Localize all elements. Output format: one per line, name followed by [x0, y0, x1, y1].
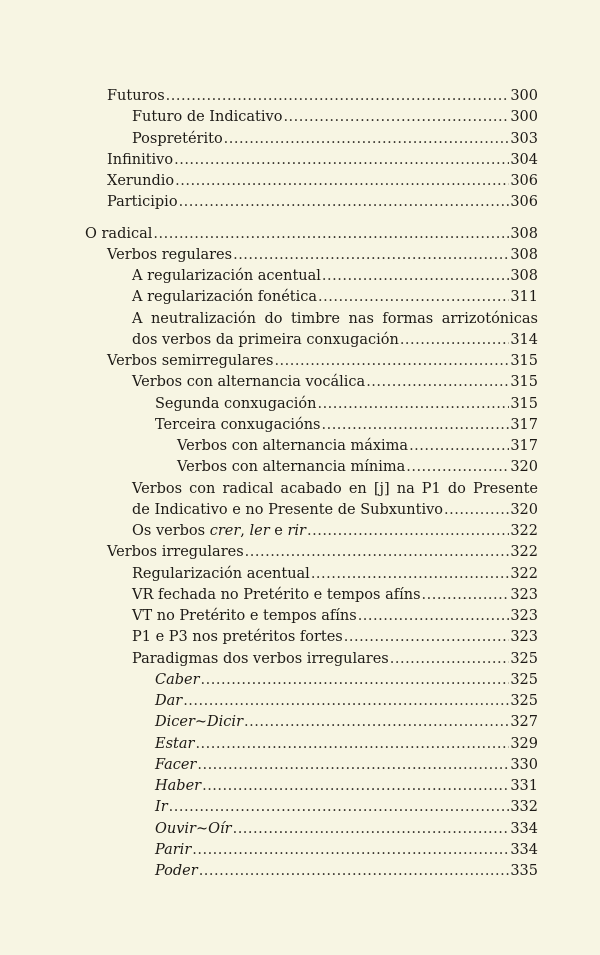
- toc-entry: [0, 734, 600, 755]
- toc-entry-title: Verbos con alternancia mínima: [177, 459, 406, 476]
- dot-leader: [322, 266, 509, 287]
- toc-entry: [0, 415, 600, 436]
- toc-entry-title-part: ,: [240, 523, 250, 539]
- dot-leader: [409, 436, 509, 457]
- toc-entry: [0, 585, 600, 606]
- toc-entry-title: VR fechada no Pretérito e tempos afíns: [132, 586, 421, 603]
- page-number: 323: [510, 629, 538, 646]
- dot-leader: [175, 171, 509, 192]
- dot-leader: [179, 192, 510, 213]
- dot-leader: [174, 150, 509, 171]
- toc-entry: [0, 86, 600, 107]
- page-number: 306: [510, 173, 538, 189]
- toc-entry-title: Dar: [155, 693, 183, 709]
- page-number: 308: [510, 268, 538, 284]
- toc-entry: [0, 649, 600, 670]
- dot-leader: [233, 819, 510, 840]
- toc-entry: [0, 840, 600, 861]
- toc-entry: [0, 224, 600, 245]
- page-number: 308: [510, 246, 538, 263]
- toc-entry-title-part: ler: [249, 523, 270, 539]
- toc-entry-title: Pospretérito: [132, 130, 223, 147]
- dot-leader: [406, 457, 509, 478]
- toc-entry: [0, 171, 600, 192]
- toc-entry-title: Verbos con alternancia vocálica: [132, 374, 366, 391]
- toc-entry-title: Xerundio: [107, 173, 175, 189]
- toc-entry-title: VT no Pretérito e tempos afíns: [132, 608, 357, 624]
- page-number: 325: [510, 671, 538, 688]
- dot-leader: [390, 649, 510, 670]
- toc-entry-title-part: rir: [287, 523, 306, 539]
- page-number: 306: [510, 194, 538, 211]
- toc-entry-title: Segunda conxugación: [155, 395, 317, 412]
- toc-entry: [0, 627, 600, 648]
- page-number: 320: [510, 501, 538, 518]
- toc-entry-title: Ouvir~Oír: [155, 820, 232, 837]
- dot-leader: [283, 107, 509, 128]
- toc-entry-title: Parir: [155, 841, 192, 858]
- page-number: 323: [510, 608, 538, 624]
- toc-entry-title: O radical: [85, 225, 153, 242]
- dot-leader: [244, 712, 509, 733]
- dot-leader: [197, 755, 509, 776]
- toc-entry-title: Futuro de Indicativo: [132, 109, 283, 126]
- toc-entry: [0, 372, 600, 393]
- page-number: 322: [510, 544, 538, 561]
- toc-entry: [0, 670, 600, 691]
- page-number: 314: [510, 331, 538, 348]
- toc-entry-title: Caber: [155, 671, 200, 688]
- toc-entry-title: Verbos semirregulares: [107, 353, 274, 369]
- dot-leader: [153, 224, 509, 245]
- dot-leader: [358, 606, 510, 627]
- toc-entry: [0, 776, 600, 797]
- toc-entry-title: Terceira conxugacións: [155, 416, 321, 433]
- toc-entry: [0, 245, 600, 266]
- dot-leader: [199, 861, 510, 882]
- toc-entry-title: Ir: [155, 799, 168, 816]
- toc-entry-title-part: e: [269, 523, 288, 539]
- toc-entry: [0, 542, 600, 563]
- page-number: 315: [510, 353, 538, 369]
- page-number: 334: [510, 820, 538, 837]
- toc-entry-title: Infinitivo: [107, 151, 174, 168]
- toc-entry-title: P1 e P3 nos pretéritos fortes: [132, 629, 343, 646]
- page-number: 311: [510, 289, 538, 306]
- page-number: 300: [510, 88, 538, 104]
- toc-entry: [0, 192, 600, 213]
- toc-entry: [0, 479, 600, 522]
- page-number: 315: [510, 374, 538, 391]
- dot-leader: [311, 564, 509, 585]
- toc-entry-title: Paradigmas dos verbos irregulares: [132, 650, 389, 667]
- page-number: 327: [510, 714, 538, 731]
- page-number: 303: [510, 130, 538, 147]
- toc-entry-title: [132, 521, 306, 542]
- page-number: 330: [510, 756, 538, 773]
- dot-leader: [233, 245, 509, 266]
- page-number: 322: [510, 523, 538, 539]
- page-number: 332: [510, 799, 538, 816]
- toc-entry-title: de Indicativo e no Presente de Subxuntivo: [132, 501, 443, 518]
- dot-leader: [444, 500, 509, 521]
- toc-entry-title-line1: A neutralización do timbre nas formas arrizotónicas: [132, 310, 538, 327]
- dot-leader: [317, 394, 509, 415]
- toc-entry-title-line1: Verbos con radical acabado en [j] na P1 do Presente: [132, 480, 538, 497]
- page-number: 315: [510, 395, 538, 412]
- toc-entry: [0, 309, 600, 352]
- toc-entry-title: Regularización acentual: [132, 565, 310, 582]
- section-gap: [0, 214, 600, 224]
- dot-leader: [344, 627, 510, 648]
- toc-entry: [0, 861, 600, 882]
- dot-leader: [422, 585, 510, 606]
- toc-entry: [0, 394, 600, 415]
- toc-entry: [0, 457, 600, 478]
- page-number: 317: [510, 438, 538, 454]
- page-number: 325: [510, 650, 538, 667]
- toc-entry-title: Futuros: [107, 88, 165, 104]
- dot-leader: [202, 776, 509, 797]
- toc-entry-title: dos verbos da primeira conxugación: [132, 331, 399, 348]
- toc-entry: [0, 351, 600, 372]
- toc-entry: [0, 691, 600, 712]
- dot-leader: [318, 287, 509, 308]
- toc-entry: [0, 436, 600, 457]
- toc-entry-title: Facer: [155, 756, 197, 773]
- page-number: 331: [510, 778, 538, 794]
- toc-entry: [0, 606, 600, 627]
- toc-entry: [0, 150, 600, 171]
- dot-leader: [169, 797, 510, 818]
- dot-leader: [307, 521, 509, 542]
- toc-entry-title: A regularización acentual: [132, 268, 321, 284]
- page-number: 334: [510, 841, 538, 858]
- toc-entry-title-part: Os verbos: [132, 523, 210, 539]
- page-number: 304: [510, 151, 538, 168]
- toc-entry-title: Poder: [155, 863, 198, 879]
- toc-entry-title: Participio: [107, 194, 178, 211]
- dot-leader: [245, 542, 510, 563]
- page-number: 325: [510, 693, 538, 709]
- dot-leader: [195, 734, 509, 755]
- toc-entry: [0, 797, 600, 818]
- dot-leader: [274, 351, 509, 372]
- toc-entry: [0, 755, 600, 776]
- page-number: 322: [510, 565, 538, 582]
- dot-leader: [201, 670, 510, 691]
- toc-entry: [0, 564, 600, 585]
- toc-entry: [0, 266, 600, 287]
- toc-entry-title: Verbos con alternancia máxima: [177, 438, 409, 454]
- toc-entry-title: Verbos irregulares: [107, 544, 244, 561]
- toc-entry: [0, 287, 600, 308]
- toc-entry: [0, 107, 600, 128]
- toc-entry-title: Dicer~Dicir: [155, 714, 243, 731]
- table-of-contents: [0, 86, 600, 882]
- toc-entry: [0, 129, 600, 150]
- dot-leader: [183, 691, 509, 712]
- page-number: 329: [510, 735, 538, 752]
- toc-entry: [0, 521, 600, 542]
- dot-leader: [192, 840, 509, 861]
- dot-leader: [366, 372, 509, 393]
- toc-entry-title: A regularización fonética: [132, 289, 318, 306]
- page-number: 300: [510, 109, 538, 126]
- toc-entry-title-part: crer: [209, 523, 241, 539]
- toc-entry-title: Verbos regulares: [107, 246, 233, 263]
- page-number: 335: [510, 863, 538, 879]
- dot-leader: [400, 330, 509, 351]
- dot-leader: [224, 129, 510, 150]
- page-number: 308: [510, 225, 538, 242]
- toc-entry-title: Estar: [155, 735, 195, 752]
- page-number: 317: [510, 416, 538, 433]
- page-number: 323: [510, 586, 538, 603]
- toc-entry: [0, 819, 600, 840]
- toc-entry: [0, 712, 600, 733]
- dot-leader: [166, 86, 510, 107]
- toc-entry-title: Haber: [155, 778, 202, 794]
- page-number: 320: [510, 459, 538, 476]
- dot-leader: [321, 415, 509, 436]
